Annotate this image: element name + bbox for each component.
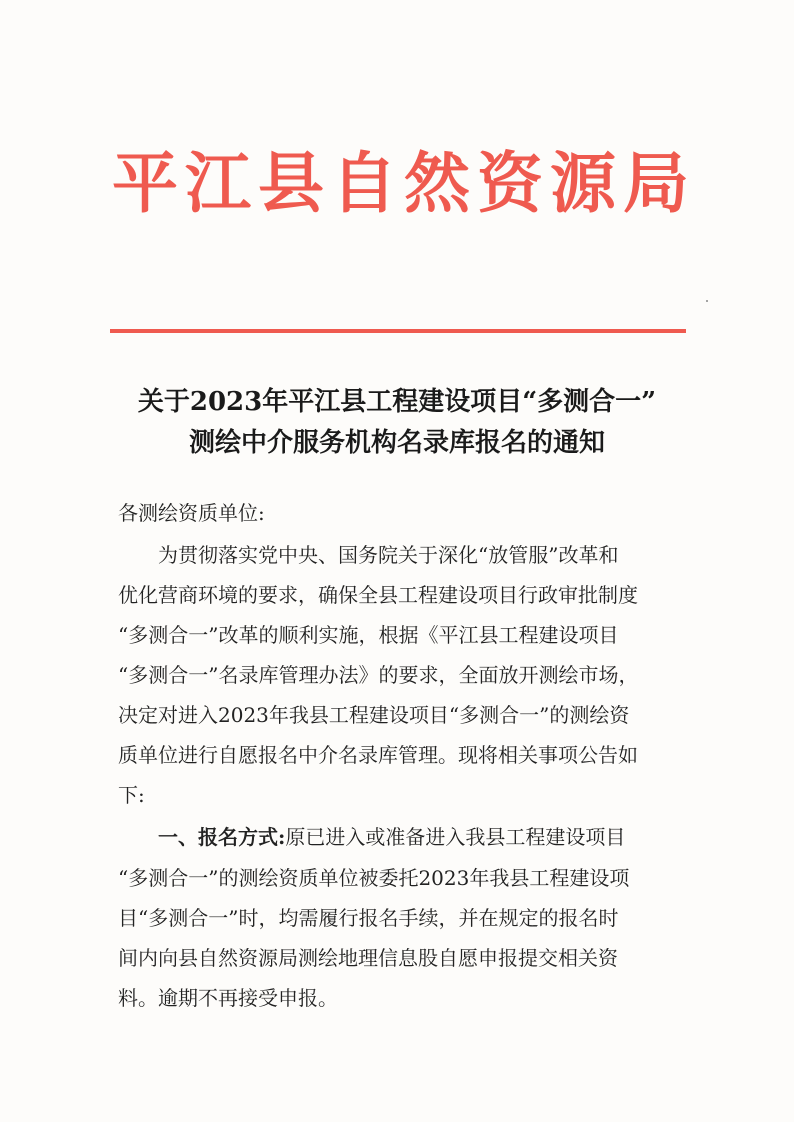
paragraph-line: 质单位进行自愿报名中介名录库管理。现将相关事项公告如 — [118, 743, 638, 767]
section-1-line: 料。逾期不再接受申报。 — [118, 986, 338, 1010]
section-1-line: “多测合一”的测绘资质单位被委托2023年我县工程建设项 — [118, 866, 630, 890]
document-title-line-2: 测绘中介服务机构名录库报名的通知 — [188, 428, 605, 458]
section-1-text: 原已进入或准备进入我县工程建设项目 — [285, 825, 626, 849]
document-title-line-1: 关于2023年平江县工程建设项目“多测合一” — [137, 387, 657, 417]
paragraph-line: 决定对进入2023年我县工程建设项目“多测合一”的测绘资 — [118, 703, 630, 727]
salutation: 各测绘资质单位: — [118, 501, 265, 525]
section-1-heading: 一、报名方式: — [158, 825, 286, 849]
paragraph-line: 为贯彻落实党中央、国务院关于深化“放管服”改革和 — [158, 543, 619, 567]
paragraph-line: 下: — [118, 783, 145, 807]
scan-speck — [706, 300, 708, 302]
section-1-line: 目“多测合一”时，均需履行报名手续，并在规定的报名时 — [118, 906, 619, 930]
section-1-first-line — [158, 817, 625, 857]
letterhead-title: 平江县自然资源局 — [112, 145, 696, 222]
paragraph-line: “多测合一”改革的顺利实施，根据《平江县工程建设项目 — [118, 623, 619, 647]
letterhead-divider — [110, 329, 686, 333]
paragraph-line: 优化营商环境的要求，确保全县工程建设项目行政审批制度 — [118, 583, 638, 607]
section-1-line: 间内向县自然资源局测绘地理信息股自愿申报提交相关资 — [118, 946, 618, 970]
paragraph-line: “多测合一”名录库管理办法》的要求，全面放开测绘市场， — [118, 663, 639, 687]
